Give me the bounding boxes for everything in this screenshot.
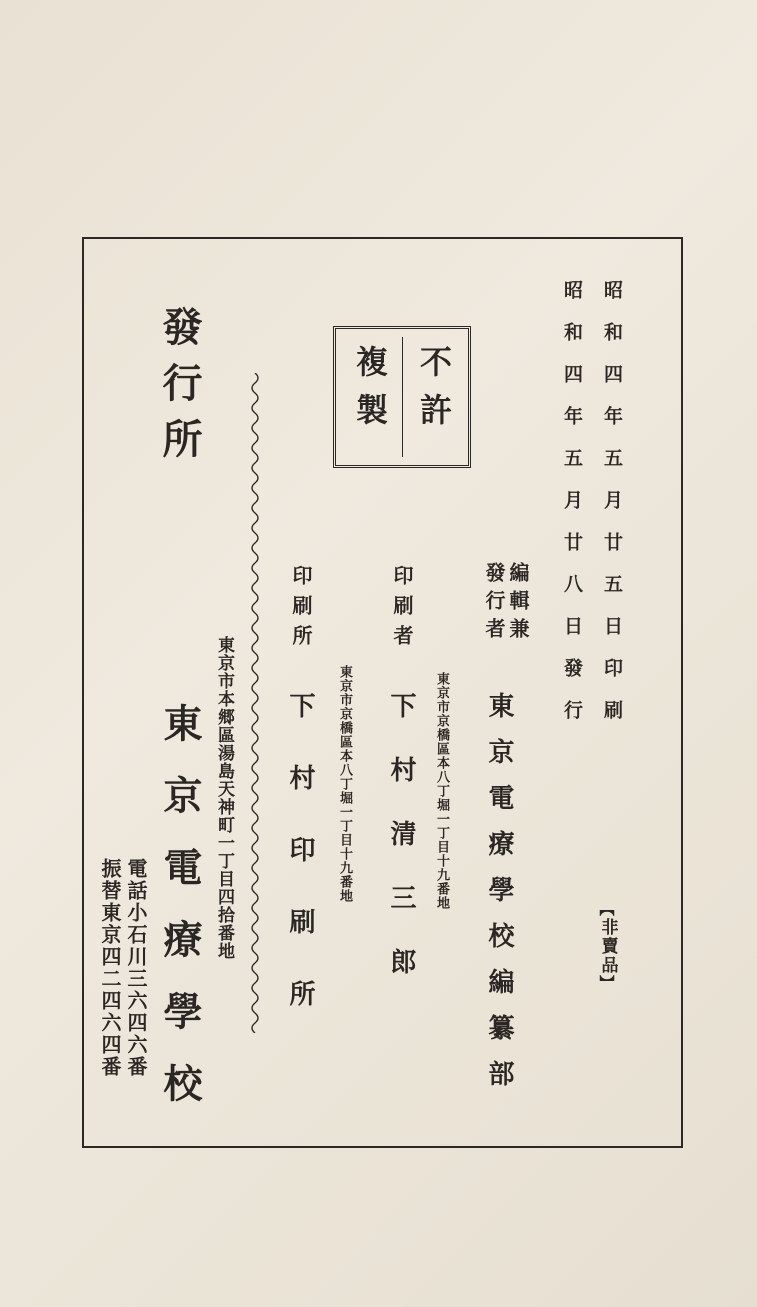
editor-name: 東京電療學校編纂部 <box>484 692 514 1106</box>
not-for-sale-mark <box>592 900 622 992</box>
not-for-sale-text: 非賣品 <box>597 917 618 975</box>
publisher-name: 東京電療學校 <box>157 703 203 1135</box>
wavy-divider <box>248 373 262 1033</box>
editor-label <box>484 562 528 646</box>
transfer-account: 振替東京四二四六四番 <box>98 858 122 1078</box>
seal-text-left: 複製 <box>351 345 389 441</box>
bracket-bottom-icon: ︼ <box>599 974 615 992</box>
editor-label-line-2: 發行者 <box>482 562 506 646</box>
printer-name: 下村清三郎 <box>386 692 416 1012</box>
issue-date: 昭和四年五月廿八日發行 <box>561 280 583 742</box>
publisher-label: 發行所 <box>156 306 203 474</box>
bracket-top-icon: ︻ <box>599 900 615 918</box>
printer-address: 東京市京橋區本八丁堀一丁目十九番地 <box>337 665 352 903</box>
printery-name: 下村印刷所 <box>285 692 315 1052</box>
publisher-contact <box>100 858 146 1078</box>
printer-label: 印刷者 <box>390 565 414 655</box>
print-date: 昭和四年五月廿五日印刷 <box>601 280 623 742</box>
editor-address: 東京市京橋區本八丁堀一丁目十九番地 <box>434 672 449 910</box>
copyright-seal <box>333 326 471 468</box>
phone-number: 電話小石川三六四六番 <box>124 858 148 1078</box>
printery-label: 印刷所 <box>289 565 313 655</box>
editor-label-line-1: 編輯兼 <box>506 562 530 646</box>
publisher-address: 東京市本郷區湯島天神町一丁目四拾番地 <box>214 636 234 960</box>
seal-text-right: 不許 <box>415 345 453 441</box>
